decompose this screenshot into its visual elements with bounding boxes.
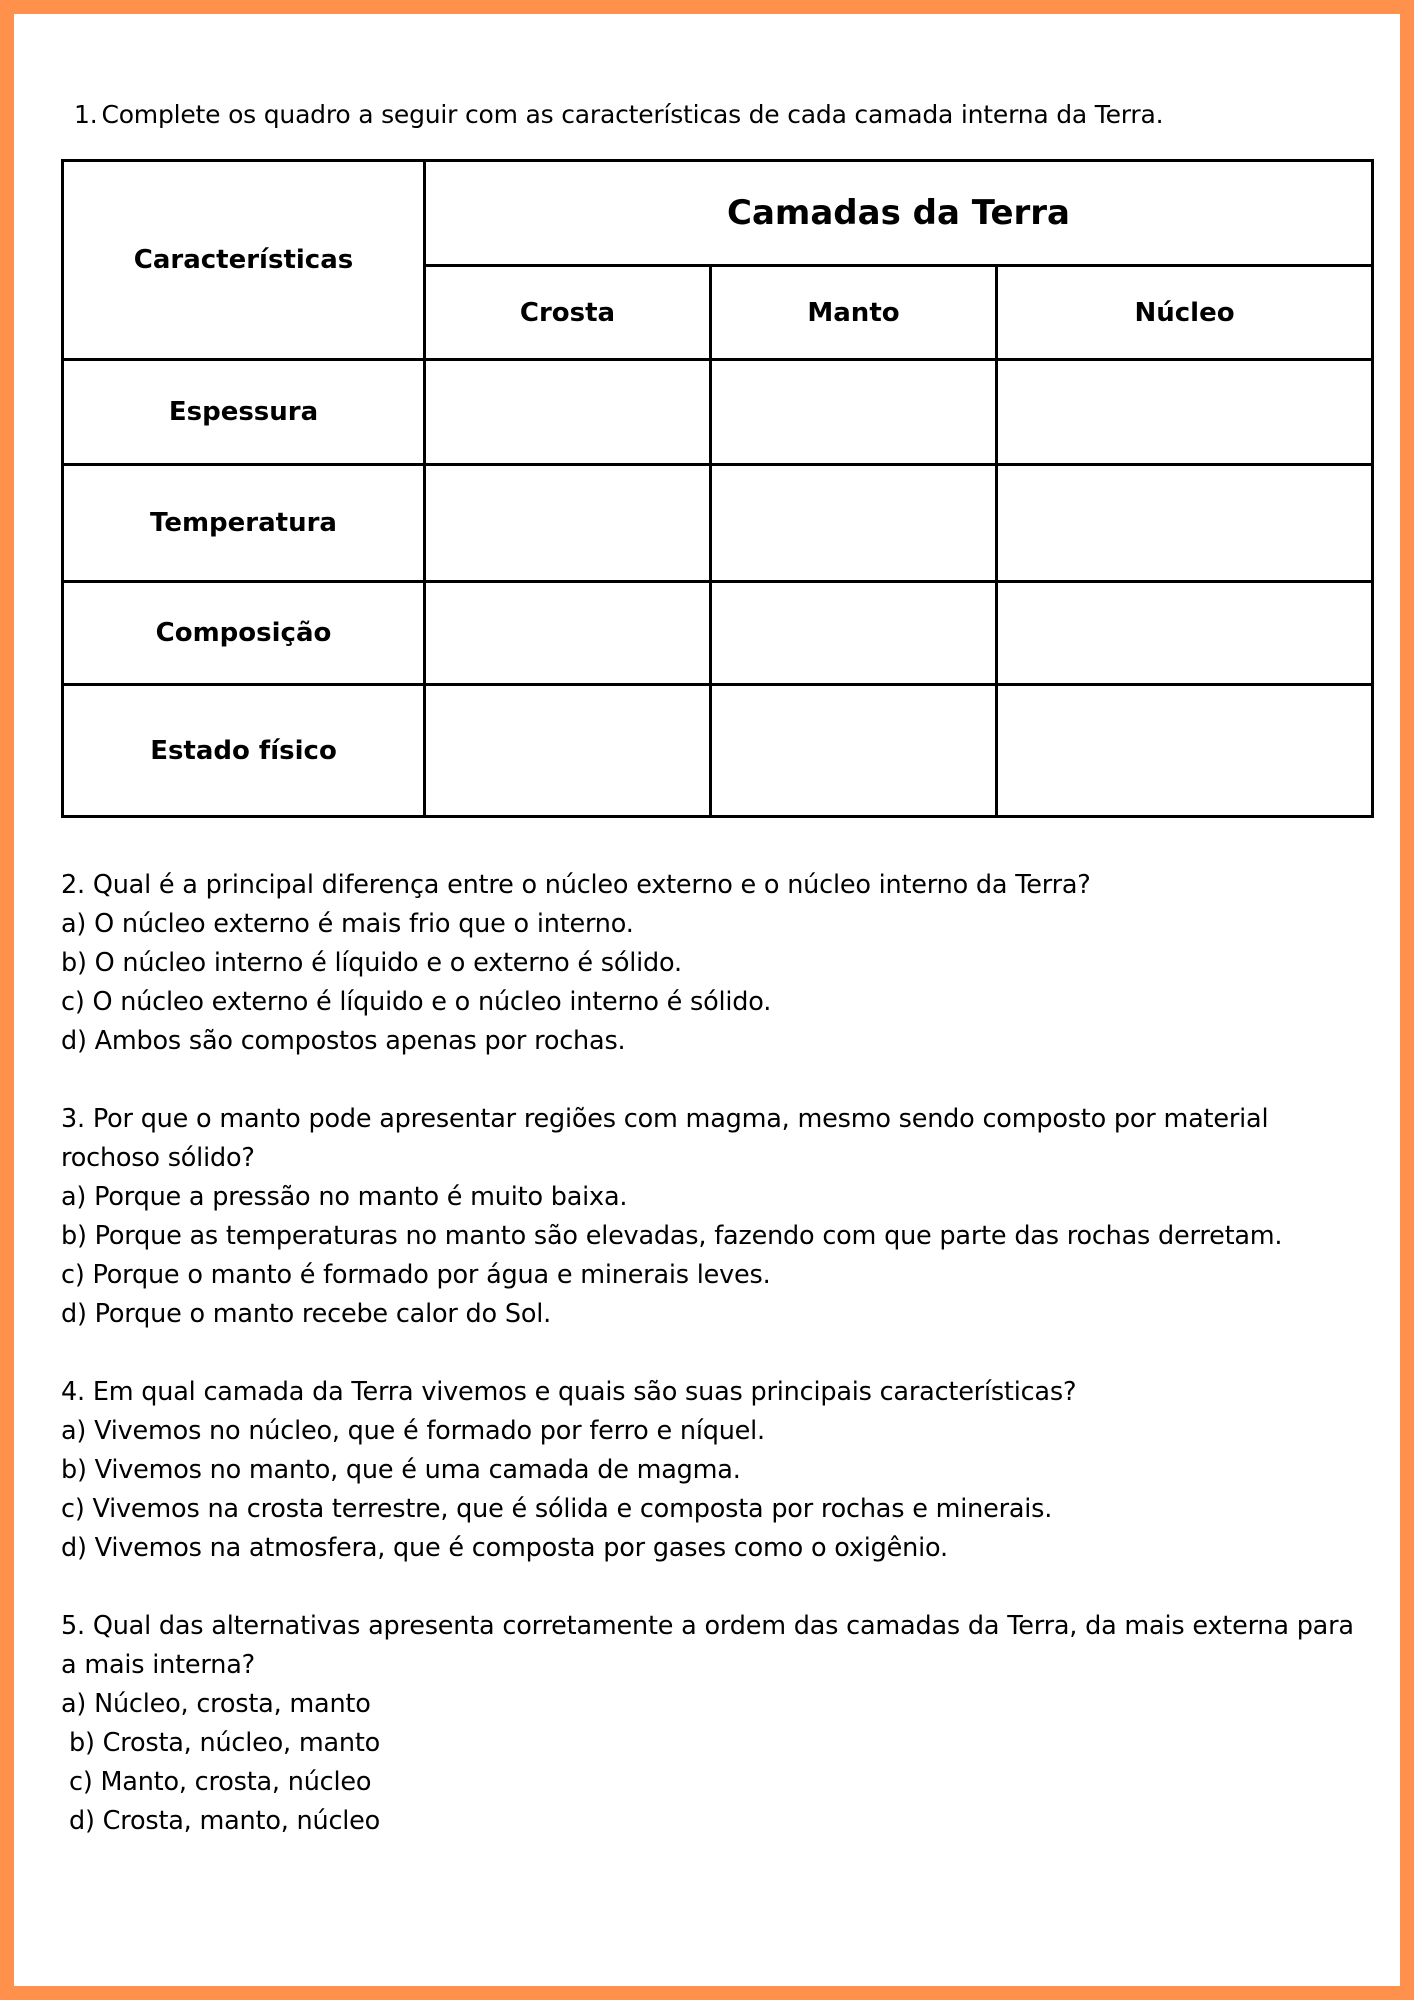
option-b[interactable]: b) Vivemos no manto, que é uma camada de magma. [61,1455,741,1485]
question-4 [61,1373,1371,1568]
table-row-composicao [63,582,1373,685]
questions-section [61,866,1371,1880]
question-1-number: 1. [74,100,98,129]
answer-cell[interactable] [425,360,711,465]
question-1-text: Complete os quadro a seguir com as características de cada camada interna da Terra. [101,100,1164,129]
row-label-composicao: Composição [63,582,425,685]
question-5 [61,1607,1371,1841]
table-row-temperatura [63,465,1373,582]
question-prompt: 5. Qual das alternativas apresenta corretamente a ordem das camadas da Terra, da mais externa para a mais interna? [61,1611,1354,1680]
option-a[interactable]: a) O núcleo externo é mais frio que o interno. [61,909,634,939]
option-d[interactable]: d) Ambos são compostos apenas por rochas. [61,1026,626,1056]
question-prompt: 3. Por que o manto pode apresentar regiões com magma, mesmo sendo composto por material rochoso sólido? [61,1104,1269,1173]
column-header-manto: Manto [711,266,997,360]
question-2 [61,866,1371,1061]
answer-cell[interactable] [997,685,1373,817]
option-c[interactable]: c) O núcleo externo é líquido e o núcleo interno é sólido. [61,987,772,1017]
question-3 [61,1100,1371,1334]
column-header-crosta: Crosta [425,266,711,360]
earth-layers-header: Camadas da Terra [425,161,1373,266]
question-prompt: 2. Qual é a principal diferença entre o núcleo externo e o núcleo interno da Terra? [61,870,1091,900]
option-d[interactable]: d) Vivemos na atmosfera, que é composta por gases como o oxigênio. [61,1533,948,1563]
characteristics-header: Características [63,161,425,360]
option-d[interactable]: d) Porque o manto recebe calor do Sol. [61,1299,552,1329]
answer-cell[interactable] [425,685,711,817]
answer-cell[interactable] [425,465,711,582]
question-1 [74,100,1163,129]
answer-cell[interactable] [711,360,997,465]
option-b[interactable]: b) Porque as temperaturas no manto são elevadas, fazendo com que parte das rochas derretam. [61,1221,1283,1251]
answer-cell[interactable] [711,685,997,817]
option-c[interactable]: c) Vivemos na crosta terrestre, que é sólida e composta por rochas e minerais. [61,1494,1053,1524]
option-c[interactable]: c) Manto, crosta, núcleo [69,1767,372,1797]
answer-cell[interactable] [711,465,997,582]
row-label-estado-fisico: Estado físico [63,685,425,817]
option-c[interactable]: c) Porque o manto é formado por água e minerais leves. [61,1260,771,1290]
row-label-espessura: Espessura [63,360,425,465]
answer-cell[interactable] [425,582,711,685]
row-label-temperatura: Temperatura [63,465,425,582]
table-row-estado-fisico [63,685,1373,817]
option-b[interactable]: b) Crosta, núcleo, manto [69,1728,381,1758]
earth-layers-table [61,159,1374,818]
table-row-espessura [63,360,1373,465]
question-prompt: 4. Em qual camada da Terra vivemos e quais são suas principais características? [61,1377,1077,1407]
option-d[interactable]: d) Crosta, manto, núcleo [69,1806,381,1836]
column-header-nucleo: Núcleo [997,266,1373,360]
option-b[interactable]: b) O núcleo interno é líquido e o externo é sólido. [61,948,682,978]
option-a[interactable]: a) Núcleo, crosta, manto [61,1689,371,1719]
answer-cell[interactable] [711,582,997,685]
answer-cell[interactable] [997,582,1373,685]
option-a[interactable]: a) Porque a pressão no manto é muito baixa. [61,1182,628,1212]
answer-cell[interactable] [997,465,1373,582]
option-a[interactable]: a) Vivemos no núcleo, que é formado por ferro e níquel. [61,1416,765,1446]
answer-cell[interactable] [997,360,1373,465]
